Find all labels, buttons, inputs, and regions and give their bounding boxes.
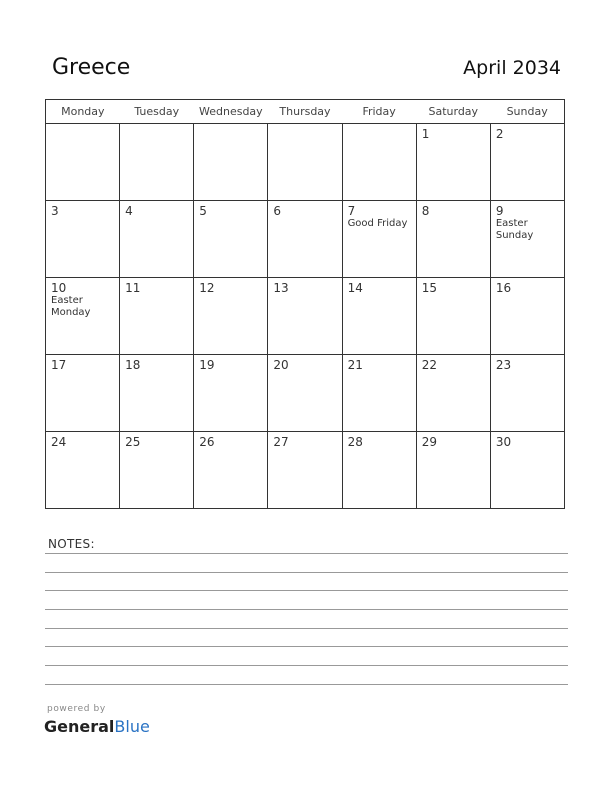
calendar-day-cell	[46, 201, 120, 278]
calendar-day-cell	[120, 124, 194, 201]
day-number: 27	[273, 435, 289, 449]
calendar-day-cell	[46, 124, 120, 201]
notes-line	[45, 628, 568, 629]
country-title: Greece	[52, 55, 131, 80]
day-number: 16	[495, 281, 512, 295]
calendar-day-cell	[120, 355, 194, 432]
calendar-day-cell	[268, 355, 342, 432]
notes-line	[45, 572, 568, 573]
calendar-day-cell	[416, 432, 490, 509]
notes-line	[45, 609, 568, 610]
day-number: 22	[421, 358, 437, 372]
day-number: 4	[125, 204, 133, 218]
day-number: 5	[199, 204, 207, 218]
day-number: 2	[495, 127, 504, 141]
calendar-day-cell	[120, 278, 194, 355]
calendar-day-cell	[46, 278, 120, 355]
weekday-sunday: Sunday	[490, 100, 564, 124]
calendar-day-cell	[342, 201, 416, 278]
day-number: 23	[495, 358, 512, 372]
calendar-day-cell	[416, 124, 490, 201]
calendar-grid	[45, 99, 565, 509]
day-number: 8	[421, 204, 430, 218]
calendar-day-cell	[194, 278, 268, 355]
day-number: 11	[125, 281, 141, 295]
day-number: 30	[495, 435, 512, 449]
calendar-day-cell	[194, 432, 268, 509]
calendar-day-cell	[46, 432, 120, 509]
calendar-week-row	[46, 278, 565, 355]
calendar-day-cell	[342, 432, 416, 509]
day-number: 3	[51, 204, 59, 218]
calendar-day-cell	[268, 124, 342, 201]
notes-line	[45, 684, 568, 685]
weekday-header-row	[46, 100, 565, 124]
holiday-label: Easter Sunday	[495, 218, 534, 241]
weekday-wednesday: Wednesday	[194, 100, 268, 124]
calendar-day-cell	[490, 278, 564, 355]
day-number: 28	[347, 435, 363, 449]
notes-line	[45, 646, 568, 647]
day-number: 17	[51, 358, 67, 372]
calendar-day-cell	[490, 201, 564, 278]
calendar-week-row	[46, 355, 565, 432]
generalblue-logo	[44, 717, 150, 736]
notes-line	[45, 590, 568, 591]
brand-blue: Blue	[114, 717, 150, 736]
day-number: 25	[125, 435, 141, 449]
calendar-day-cell	[490, 355, 564, 432]
day-number: 15	[421, 281, 437, 295]
calendar-day-cell	[194, 355, 268, 432]
day-number: 14	[347, 281, 363, 295]
calendar-day-cell	[268, 201, 342, 278]
day-number: 24	[51, 435, 67, 449]
notes-line	[45, 665, 568, 666]
calendar-day-cell	[268, 278, 342, 355]
calendar-day-cell	[120, 432, 194, 509]
calendar-day-cell	[342, 355, 416, 432]
brand-general: General	[44, 717, 115, 736]
day-number: 26	[199, 435, 215, 449]
day-number: 20	[273, 358, 289, 372]
day-number: 13	[273, 281, 289, 295]
calendar-day-cell	[416, 355, 490, 432]
weekday-friday: Friday	[342, 100, 416, 124]
calendar-week-row	[46, 432, 565, 509]
calendar-day-cell	[120, 201, 194, 278]
weekday-monday: Monday	[46, 100, 120, 124]
calendar-day-cell	[194, 201, 268, 278]
day-number: 29	[421, 435, 437, 449]
calendar-day-cell	[490, 124, 564, 201]
notes-label: NOTES:	[48, 537, 95, 551]
calendar-day-cell	[268, 432, 342, 509]
day-number: 7	[347, 204, 356, 218]
calendar-day-cell	[342, 124, 416, 201]
calendar-week-row	[46, 201, 565, 278]
calendar-day-cell	[46, 355, 120, 432]
calendar-day-cell	[416, 201, 490, 278]
day-number: 9	[495, 204, 504, 218]
calendar-day-cell	[194, 124, 268, 201]
day-number: 19	[199, 358, 215, 372]
day-number: 10	[51, 281, 67, 295]
weekday-saturday: Saturday	[416, 100, 490, 124]
powered-by-text: powered by	[47, 704, 106, 714]
calendar-day-cell	[490, 432, 564, 509]
day-number: 21	[347, 358, 363, 372]
day-number: 12	[199, 281, 215, 295]
holiday-label: Easter Monday	[51, 295, 91, 318]
calendar-week-row	[46, 124, 565, 201]
month-title: April 2034	[463, 57, 561, 79]
holiday-label: Good Friday	[347, 218, 408, 229]
calendar-day-cell	[416, 278, 490, 355]
day-number: 18	[125, 358, 141, 372]
calendar-day-cell	[342, 278, 416, 355]
day-number: 1	[421, 127, 430, 141]
day-number: 6	[273, 204, 282, 218]
weekday-tuesday: Tuesday	[120, 100, 194, 124]
weekday-thursday: Thursday	[268, 100, 342, 124]
notes-line	[45, 553, 568, 554]
